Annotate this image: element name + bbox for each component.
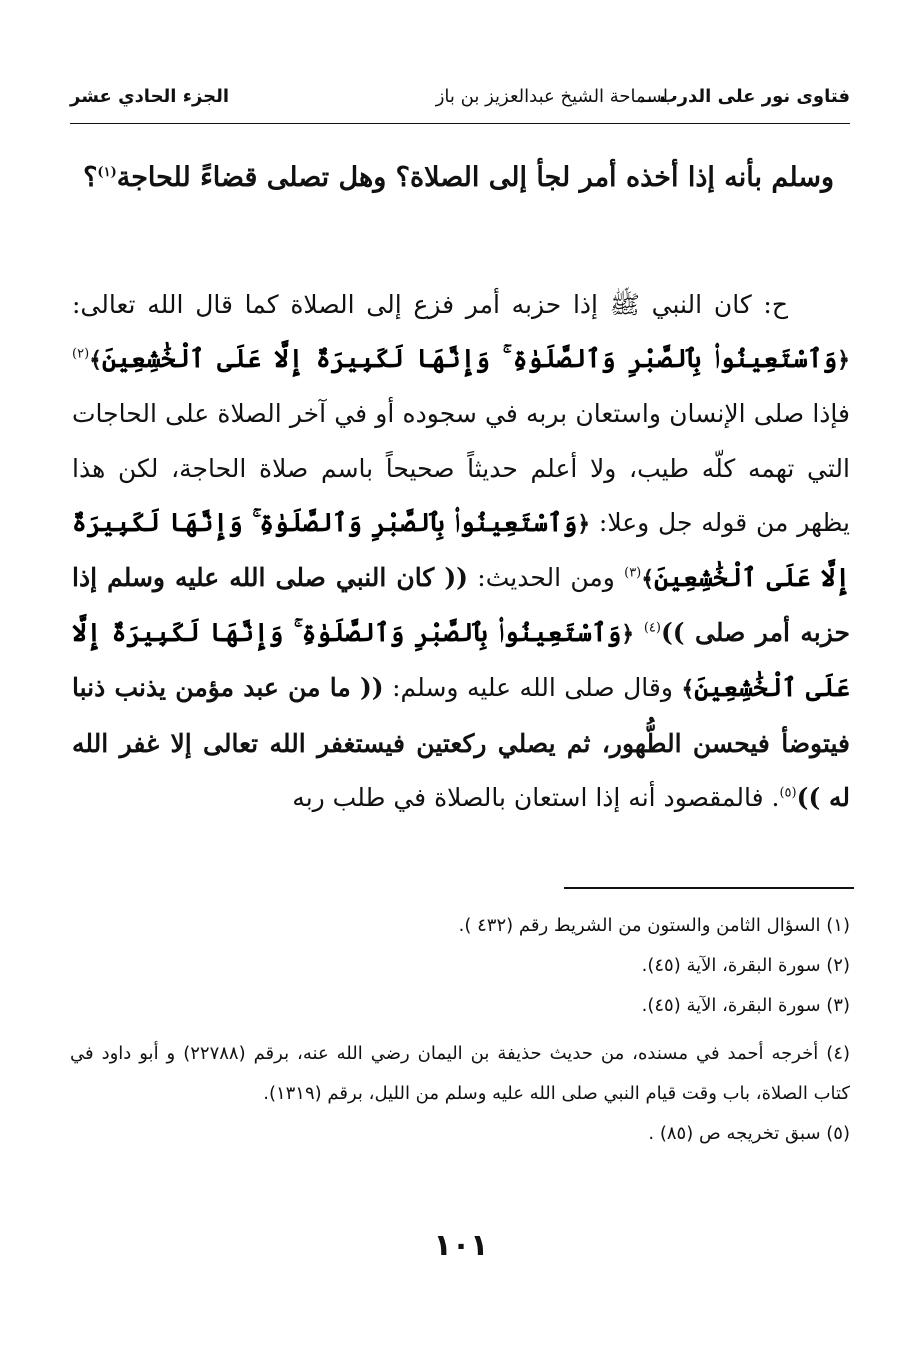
answer-sentence-3: ومن الحديث: <box>477 563 615 593</box>
question-body: وسلم بأنه إذا أخذه أمر لجأ إلى الصلاة؟ وهل تصلى قضاءً للحاجة <box>116 162 834 193</box>
footnote-3: (٣) سورة البقرة، الآية (٤٥). <box>641 995 850 1016</box>
volume-label: الجزء الحادي عشر <box>70 86 230 107</box>
hadith-2: (( ما من عبد مؤمن يذنب ذنبا فيتوضأ فيحسن الطُّهور، ثم يصلي ركعتين فيستغفر الله تعالى إلا غفر الله له )) <box>72 673 850 812</box>
running-header <box>70 84 850 124</box>
answer-sentence-5: . فالمقصود أنه إذا استعان بالصلاة في طلب ربه <box>292 782 780 812</box>
question-end: ؟ <box>83 162 98 193</box>
answer-sentence-4: وقال صلى الله عليه وسلم: <box>392 673 673 703</box>
quran-bracket-open: ﴿ <box>837 347 850 374</box>
footnote-separator <box>564 887 854 889</box>
footnote-2: (٢) سورة البقرة، الآية (٤٥). <box>641 955 850 976</box>
footnote-ref-2: (٢) <box>72 346 90 362</box>
header-rule <box>70 123 850 124</box>
footnote-ref-4: (٤) <box>643 620 661 636</box>
quran-verse-1: وَٱسْتَعِينُوا۟ بِٱلصَّبْرِ وَٱلصَّلَوٰةِ ۚ وَإِنَّهَا لَكَبِيرَةٌ إِلَّا عَلَى ٱلْخَٰشِعِينَ <box>102 344 838 374</box>
answer-sentence-2: فإذا صلى الإنسان واستعان بربه في سجوده أو في آخر الصلاة على الحاجات التي تهمه كلّه طيب، ولا أعلم حديثاً صحيحاً باسم صلاة الحاجة، لكن هذا يظهر من قوله جل وعلا: <box>72 399 850 537</box>
footnote-1: (١) السؤال الثامن والستون من الشريط رقم (٤٣٢ ). <box>458 915 850 936</box>
quran-verse-3: وَٱسْتَعِينُوا۟ بِٱلصَّبْرِ وَٱلصَّلَوٰةِ ۚ وَإِنَّهَا لَكَبِيرَةٌ إِلَّا عَلَى ٱلْخَٰشِعِينَ <box>72 618 850 703</box>
question-text <box>74 150 834 206</box>
footnote-ref-1: (١) <box>97 165 117 180</box>
book-title: فتاوى نور على الدرب ــ <box>641 86 850 107</box>
footnote-4: (٤) أخرجه أحمد في مسنده، من حديث حذيفة بن اليمان رضي الله عنه، برقم (٢٢٧٨٨) و أبو داود في كتاب الصلاة، باب وقت قيام النبي صلى الله عليه وسلم من الليل، برقم (١٣١٩). <box>70 1043 851 1104</box>
answer-paragraph <box>72 278 850 825</box>
hadith-1: (( كان النبي صلى الله عليه وسلم إذا حزبه أمر صلى )) <box>72 563 850 648</box>
page-number: ١٠١ <box>433 1228 489 1263</box>
quran-bracket-close: ﴾ <box>641 566 655 593</box>
quran-verse-2: وَٱسْتَعِينُوا۟ بِٱلصَّبْرِ وَٱلصَّلَوٰةِ ۚ وَإِنَّهَا لَكَبِيرَةٌ إِلَّا عَلَى ٱلْخَٰشِعِينَ <box>72 507 850 593</box>
quran-bracket-close: ﴾ <box>89 347 103 374</box>
footnote-5: (٥) سبق تخريجه ص (٨٥) . <box>648 1123 850 1144</box>
answer-text <box>72 278 850 825</box>
answer-sentence-1: ح: كان النبي ﷺ إذا حزبه أمر فزع إلى الصلاة كما قال الله تعالى: <box>72 290 788 319</box>
author-name: لسماحة الشيخ عبدالعزيز بن باز <box>435 86 668 107</box>
quran-bracket-open: ﴿ <box>577 510 591 537</box>
quran-bracket-close: ﴾ <box>681 676 695 703</box>
quran-bracket-open: ﴿ <box>621 621 635 648</box>
footnote-ref-5: (٥) <box>779 785 797 801</box>
footnotes <box>70 906 850 1154</box>
footnote-ref-3: (٣) <box>624 565 642 581</box>
